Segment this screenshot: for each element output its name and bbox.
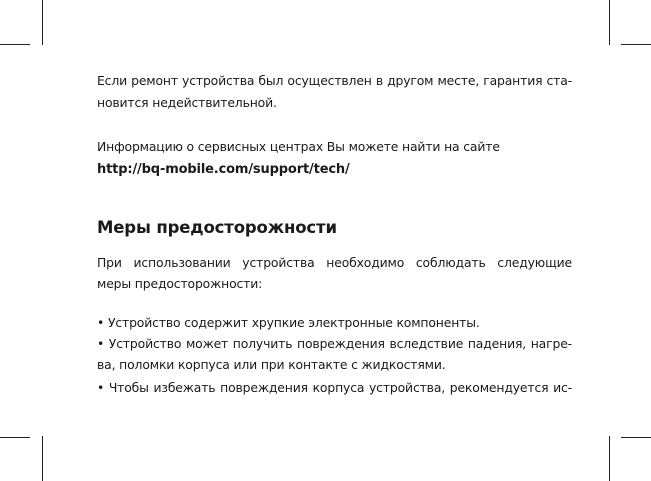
bullet-item: • Устройство содержит хрупкие электронные компоненты. — [97, 315, 480, 330]
bullet-item: • Чтобы избежать повреждения корпуса устройства, рекомендуется ис- — [97, 380, 572, 395]
crop-mark — [609, 0, 610, 45]
crop-mark — [0, 437, 30, 438]
crop-mark — [42, 436, 43, 481]
crop-mark — [42, 0, 43, 45]
crop-mark — [621, 44, 651, 45]
warranty-text-line: Если ремонт устройства был осуществлен в другом месте, гарантия ста- — [97, 73, 572, 88]
crop-mark — [609, 436, 610, 481]
section-heading: Меры предосторожности — [97, 218, 337, 237]
service-info-text: Информацию о сервисных центрах Вы можете найти на сайте — [97, 139, 500, 154]
warranty-text-line: новится недействительной. — [97, 95, 277, 110]
intro-text-line: При использовании устройства необходимо соблюдать следующие — [97, 255, 572, 270]
support-url[interactable]: http://bq-mobile.com/support/tech/ — [97, 162, 350, 177]
crop-mark — [621, 437, 651, 438]
intro-text-line: меры предосторожности: — [97, 276, 263, 291]
crop-mark — [0, 44, 30, 45]
bullet-item-continuation: ва, поломки корпуса или при контакте с жидкостями. — [97, 357, 446, 372]
bullet-item: • Устройство может получить повреждения вследствие падения, нагре- — [97, 336, 572, 351]
